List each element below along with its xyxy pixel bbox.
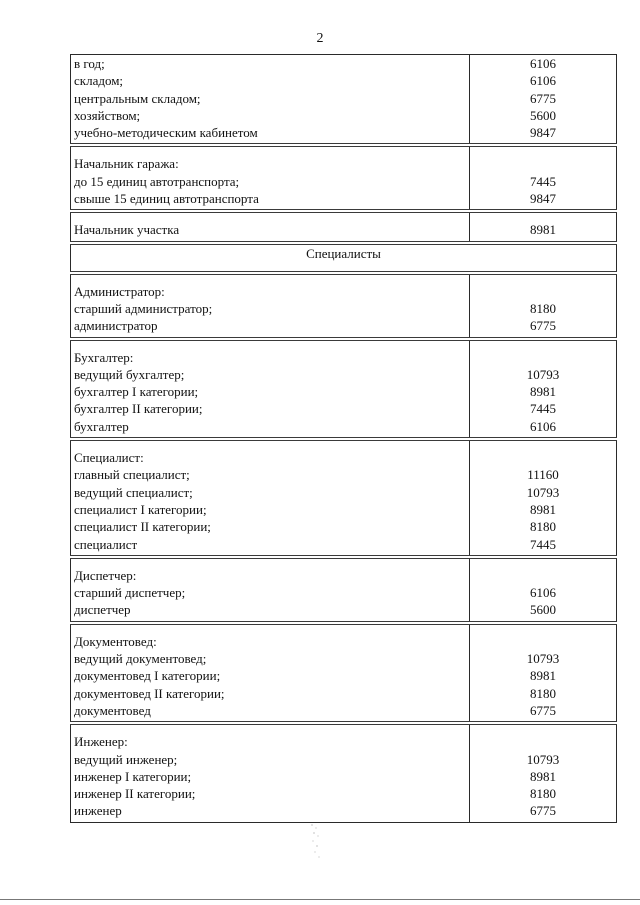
position-name: бухгалтер xyxy=(74,418,129,434)
table-block-dispatcher xyxy=(71,557,617,623)
table-block-administrator xyxy=(71,273,617,339)
group-heading: Администратор: xyxy=(74,283,165,299)
salary-value: 11160 xyxy=(527,467,559,483)
scan-artifact-marks xyxy=(306,822,326,862)
salary-value: 8180 xyxy=(530,519,556,535)
position-name: документовед II категории; xyxy=(74,685,225,701)
page-bottom-edge xyxy=(0,899,640,900)
salary-value xyxy=(470,449,616,466)
position-name: ведущий документовед; xyxy=(74,651,207,667)
position-name: специалист xyxy=(74,536,138,552)
salary-value: 5600 xyxy=(530,107,556,123)
table-block-warehouse xyxy=(71,55,617,146)
salary-value: 8180 xyxy=(530,786,556,802)
position-names-cell xyxy=(71,623,470,723)
salary-value: 6106 xyxy=(530,56,556,71)
position-name: хозяйством; xyxy=(74,107,141,123)
salary-value: 6775 xyxy=(530,803,556,819)
position-name: инженер I категории; xyxy=(74,768,192,784)
position-name: инженер xyxy=(74,803,122,819)
group-heading: Начальник гаража: xyxy=(74,156,179,172)
salary-value: 10793 xyxy=(526,366,560,382)
group-heading: Документовед: xyxy=(74,633,157,649)
salary-value: 8981 xyxy=(530,668,556,684)
salary-value xyxy=(470,155,616,172)
table-block-garage xyxy=(71,145,617,211)
salary-table xyxy=(70,54,617,823)
salary-value: 8180 xyxy=(530,685,556,701)
salary-value: 5600 xyxy=(530,602,556,618)
table-block-records-manager xyxy=(71,623,617,723)
position-name: ведущий инженер; xyxy=(74,751,178,767)
table-block-site-chief xyxy=(71,211,617,242)
position-name: бухгалтер II категории; xyxy=(74,401,203,417)
salary-values-cell xyxy=(470,55,617,146)
position-names-cell xyxy=(71,557,470,623)
table-body xyxy=(71,55,617,823)
position-name: документовед I категории; xyxy=(74,668,221,684)
salary-value: 8981 xyxy=(530,768,556,784)
position-name: документовед xyxy=(74,702,151,718)
salary-values-cell xyxy=(470,145,617,211)
salary-value xyxy=(470,567,616,584)
salary-value: 8981 xyxy=(530,384,556,400)
position-names-cell xyxy=(71,55,470,146)
position-name: учебно-методическим кабинетом xyxy=(74,125,258,141)
salary-values-cell xyxy=(470,273,617,339)
table-block-specialist xyxy=(71,439,617,557)
salary-value: 6775 xyxy=(530,318,556,334)
salary-value: 9847 xyxy=(530,191,556,207)
position-names-cell xyxy=(71,145,470,211)
position-name: в год; xyxy=(74,56,105,71)
position-name: до 15 единиц автотранспорта; xyxy=(74,173,240,189)
group-heading: Бухгалтер: xyxy=(74,349,134,365)
salary-values-cell xyxy=(470,439,617,557)
salary-value: 9847 xyxy=(530,125,556,141)
salary-value xyxy=(470,283,616,300)
salary-value: 10793 xyxy=(526,651,560,667)
position-names-cell xyxy=(71,211,470,242)
salary-values-cell xyxy=(470,723,617,822)
salary-value: 7445 xyxy=(530,173,556,189)
position-name: центральным складом; xyxy=(74,90,201,106)
position-name: ведущий бухгалтер; xyxy=(74,366,185,382)
salary-value: 8180 xyxy=(530,300,556,316)
salary-values-cell xyxy=(470,623,617,723)
position-name: бухгалтер I категории; xyxy=(74,384,199,400)
position-names-cell xyxy=(71,439,470,557)
salary-value: 6106 xyxy=(530,585,556,601)
position-name: свыше 15 единиц автотранспорта xyxy=(74,191,259,207)
position-name: специалист II категории; xyxy=(74,519,211,535)
salary-value: 8981 xyxy=(530,501,556,517)
table-block-engineer xyxy=(71,723,617,822)
position-names-cell xyxy=(71,723,470,822)
position-name: ведущий специалист; xyxy=(74,484,193,500)
salary-value: 8981 xyxy=(530,222,556,238)
salary-value: 6106 xyxy=(530,73,556,89)
position-name: специалист I категории; xyxy=(74,501,207,517)
position-name: старший диспетчер; xyxy=(74,585,186,601)
salary-values-cell xyxy=(470,211,617,242)
section-title: Специалисты xyxy=(71,243,617,273)
table-block-accountant xyxy=(71,339,617,439)
position-name: диспетчер xyxy=(74,602,131,618)
group-heading: Специалист: xyxy=(74,450,144,466)
salary-value xyxy=(470,633,616,650)
salary-value: 10793 xyxy=(526,751,560,767)
salary-value: 6106 xyxy=(530,418,556,434)
group-heading: Инженер: xyxy=(74,734,128,750)
section-heading-row xyxy=(71,243,617,273)
salary-value: 7445 xyxy=(530,536,556,552)
salary-value: 10793 xyxy=(526,484,560,500)
position-names-cell xyxy=(71,339,470,439)
position-name: старший администратор; xyxy=(74,300,213,316)
salary-values-cell xyxy=(470,557,617,623)
group-heading: Диспетчер: xyxy=(74,567,137,583)
position-name: главный специалист; xyxy=(74,467,190,483)
salary-value: 6775 xyxy=(530,90,556,106)
salary-value xyxy=(470,349,616,366)
position-name: складом; xyxy=(74,73,124,89)
page-number: 2 xyxy=(316,31,324,46)
salary-value xyxy=(470,733,616,750)
position-names-cell xyxy=(71,273,470,339)
position-name: администратор xyxy=(74,318,158,334)
position-name: инженер II категории; xyxy=(74,786,196,802)
salary-values-cell xyxy=(470,339,617,439)
salary-value: 6775 xyxy=(530,702,556,718)
position-name: Начальник участка xyxy=(74,222,180,238)
salary-value: 7445 xyxy=(530,401,556,417)
